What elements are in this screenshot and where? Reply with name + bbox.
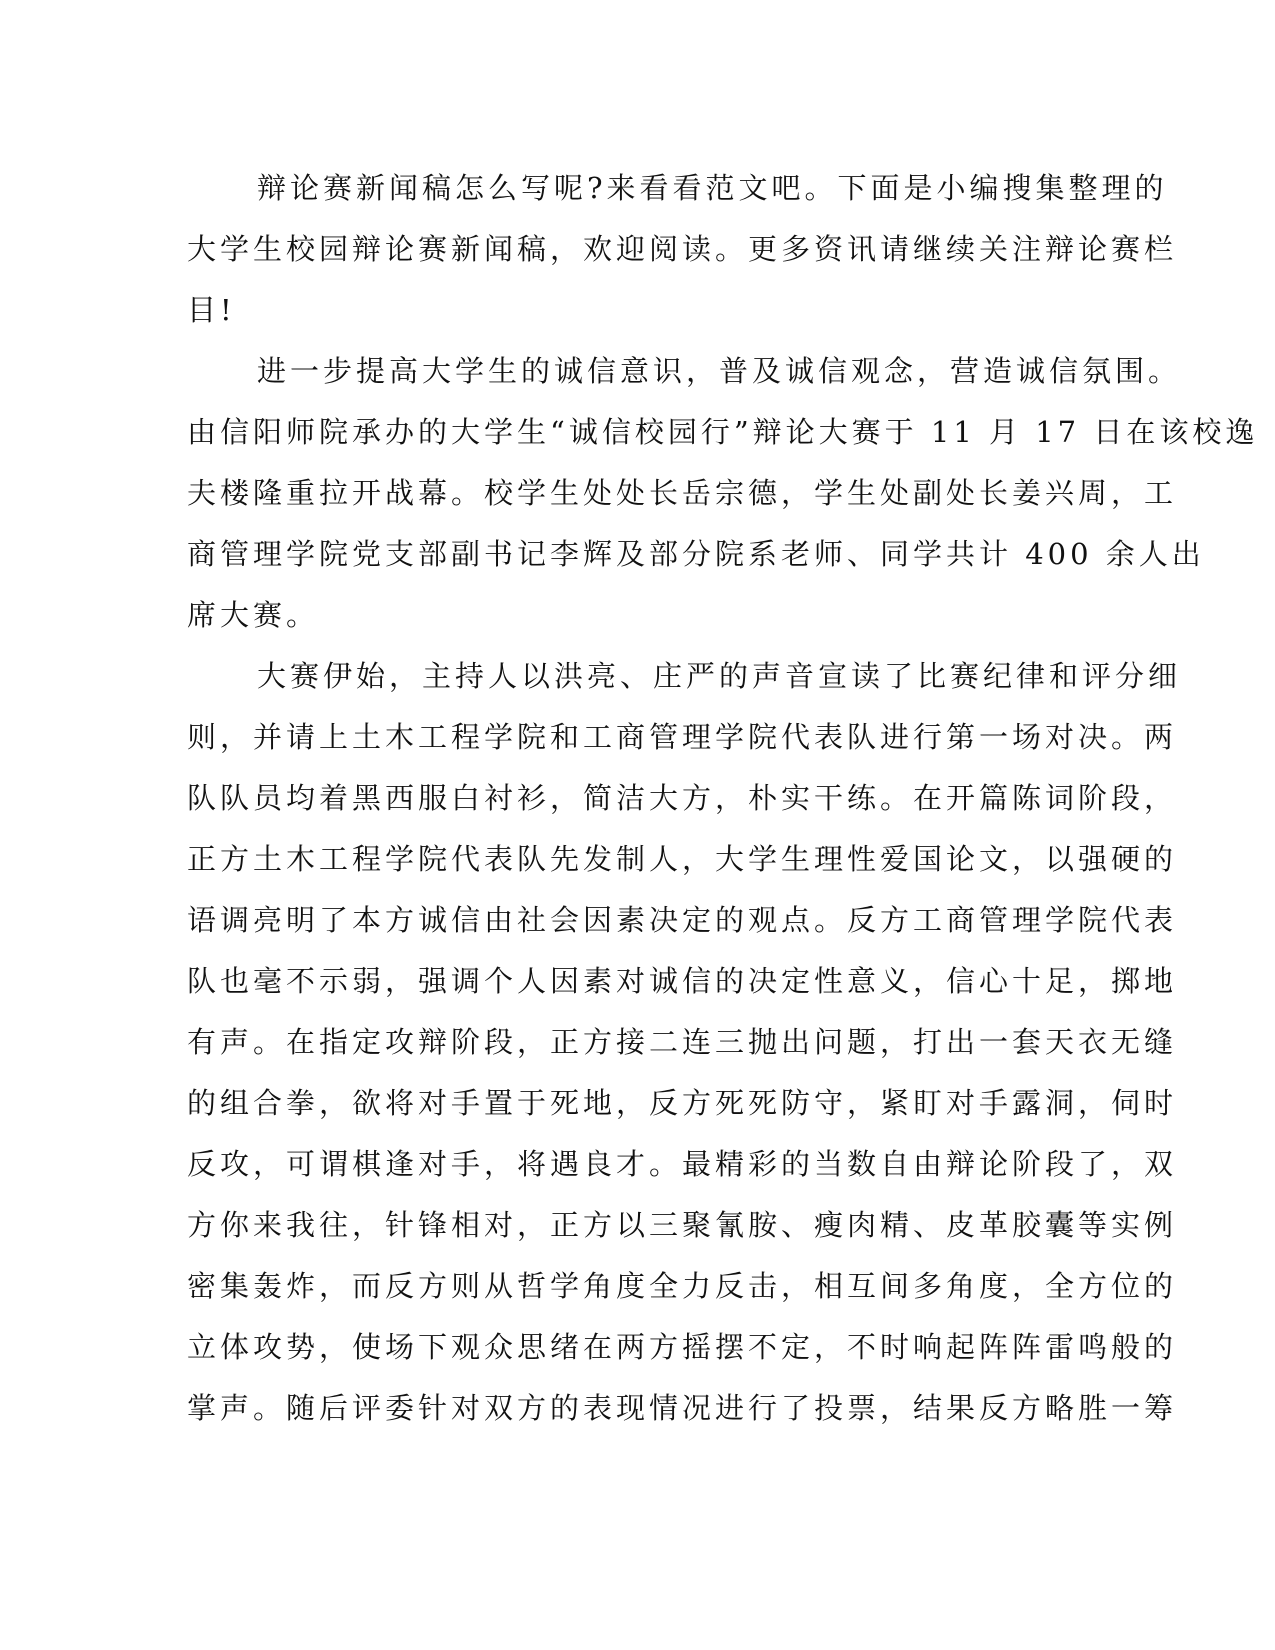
paragraph-event-opening <box>187 341 1259 646</box>
text-line: 商管理学院党支部副书记李辉及部分院系老师、同学共计 400 余人出 <box>187 537 1205 571</box>
text-line: 有声。在指定攻辩阶段，正方接二连三抛出问题，打出一套天衣无缝 <box>187 1025 1178 1059</box>
text-line: 进一步提高大学生的诚信意识，普及诚信观念，营造诚信氛围。 <box>257 354 1182 388</box>
text-line: 掌声。随后评委针对双方的表现情况进行了投票，结果反方略胜一筹 <box>187 1391 1178 1425</box>
text-line: 队队员均着黑西服白衬衫，简洁大方，朴实干练。在开篇陈词阶段， <box>187 781 1178 815</box>
text-line: 正方土木工程学院代表队先发制人，大学生理性爱国论文，以强硬的 <box>187 842 1178 876</box>
text-line: 大学生校园辩论赛新闻稿，欢迎阅读。更多资讯请继续关注辩论赛栏 <box>187 232 1178 266</box>
paragraph-intro <box>187 158 1178 341</box>
text-line: 的组合拳，欲将对手置于死地，反方死死防守，紧盯对手露洞，伺时 <box>187 1086 1178 1120</box>
text-line: 反攻，可谓棋逢对手，将遇良才。最精彩的当数自由辩论阶段了，双 <box>187 1147 1178 1181</box>
paragraph-match-report <box>187 646 1182 1439</box>
text-line: 语调亮明了本方诚信由社会因素决定的观点。反方工商管理学院代表 <box>187 903 1178 937</box>
document-body <box>187 158 1259 1439</box>
text-line: 辩论赛新闻稿怎么写呢?来看看范文吧。下面是小编搜集整理的 <box>257 171 1168 205</box>
text-line: 队也毫不示弱，强调个人因素对诚信的决定性意义，信心十足，掷地 <box>187 964 1178 998</box>
text-line: 大赛伊始，主持人以洪亮、庄严的声音宣读了比赛纪律和评分细 <box>257 659 1182 693</box>
text-line: 目! <box>187 293 236 327</box>
text-line: 密集轰炸，而反方则从哲学角度全力反击，相互间多角度，全方位的 <box>187 1269 1178 1303</box>
text-line: 席大赛。 <box>187 598 320 632</box>
text-line: 方你来我往，针锋相对，正方以三聚氰胺、瘦肉精、皮革胶囊等实例 <box>187 1208 1178 1242</box>
text-line: 立体攻势，使场下观众思绪在两方摇摆不定，不时响起阵阵雷鸣般的 <box>187 1330 1178 1364</box>
text-line: 夫楼隆重拉开战幕。校学生处处长岳宗德，学生处副处长姜兴周，工 <box>187 476 1178 510</box>
text-line: 则，并请上土木工程学院和工商管理学院代表队进行第一场对决。两 <box>187 720 1178 754</box>
text-line: 由信阳师院承办的大学生“诚信校园行”辩论大赛于 11 月 17 日在该校逸 <box>187 415 1259 449</box>
